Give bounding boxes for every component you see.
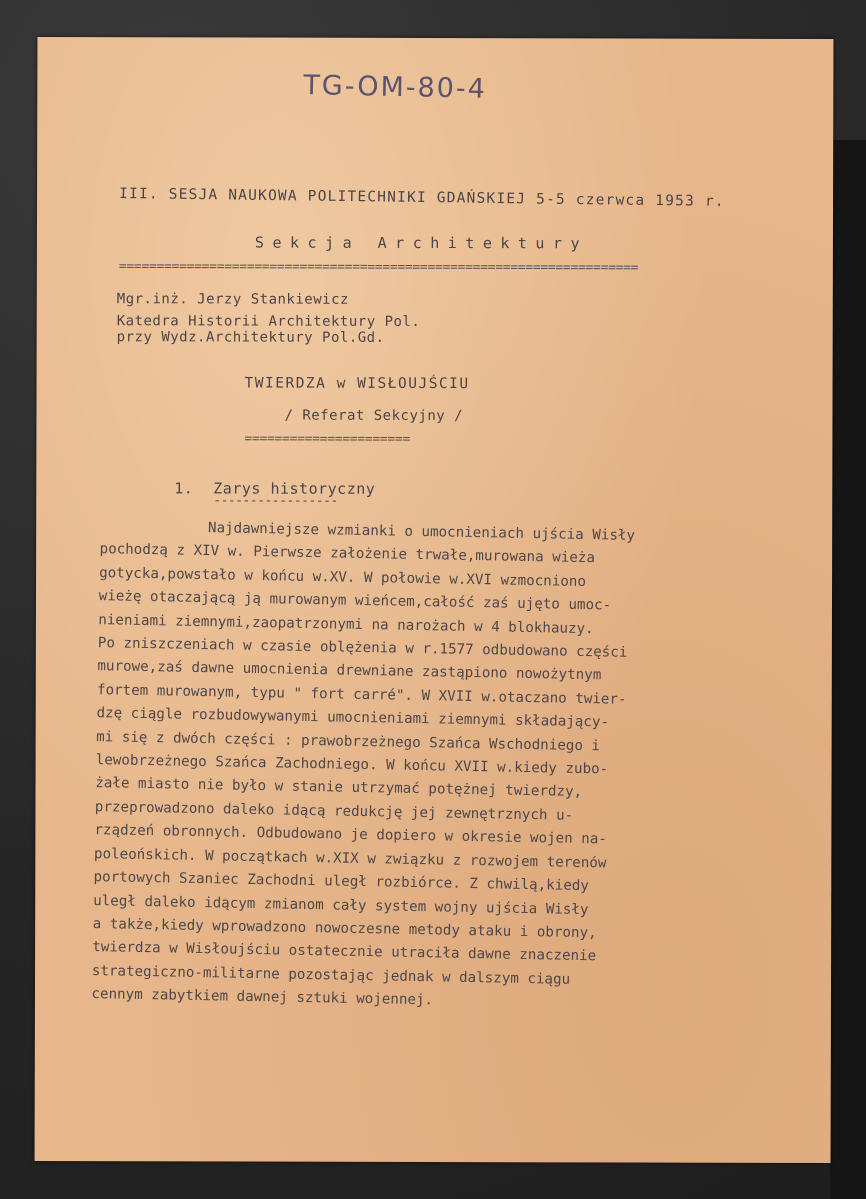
body-line: pochodzą z XIV w. Pierwsze założenie trwałe,murowana wieża (99, 541, 596, 567)
department-line-2: przy Wydz.Architektury Pol.Gd. (116, 329, 385, 346)
handwritten-code: TG-OM-80-4 (303, 70, 488, 105)
body-line: uległ daleko idącym zmianom cały system wojny ujścia Wisły (93, 892, 589, 918)
body-line: a także,kiedy wprowadzono nowoczesne metody ataku i obrony, (92, 915, 597, 942)
section-underline: ----------------- (213, 493, 338, 509)
author-name: Mgr.inż. Jerzy Stankiewicz (116, 291, 349, 308)
section-title: Zarys historyczny (213, 479, 376, 498)
body-line: dzę ciągle rozbudowywanymi umocnieniami ziemnymi składający- (96, 705, 610, 731)
body-line: fortem murowanym, typu " fort carré". W XVII w.otaczano twier- (96, 681, 627, 708)
section-number: 1. (174, 479, 194, 498)
body-line: żałe miasto nie było w stanie utrzymać potężnej twierdzy, (95, 775, 583, 801)
body-line: gotycka,powstało w końcu w.XV. W połowie w.XVI wzmocniono (99, 564, 587, 590)
body-line: strategiczno-militarne pozostając jednak w dalszym ciągu (91, 962, 571, 988)
document-page (35, 37, 834, 1163)
session-heading: III. SESJA NAUKOWA POLITECHNIKI GDAŃSKIEJ 5-5 czerwca 1953 r. (118, 186, 725, 210)
section-heading: Sekcja Architektury (254, 233, 589, 253)
body-line: cennym zabytkiem dawnej sztuki wojennej. (91, 986, 434, 1009)
double-rule-divider: ===================================================================== (118, 259, 639, 276)
body-line: mi się z dwóch części : prawobrzeżnego Szańca Wschodniego i (96, 728, 601, 754)
body-line: lewobrzeżnego Szańca Zachodniego. W końcu XVII w.kiedy zubo- (95, 752, 609, 778)
paper-subtitle: / Referat Sekcyjny / (284, 407, 464, 425)
body-line: nieniami ziemnymi,zaopatrzonymi na narożach w 4 blokhauzy. (98, 611, 594, 637)
body-line: Najdawniejsze wzmianki o umocnieniach ujścia Wisły (207, 520, 636, 544)
body-line: twierdza w Wisłoujściu ostatecznie utraciła dawne znaczenie (92, 939, 597, 965)
body-line: portowych Szaniec Zachodni uległ rozbiórce. Z chwilą,kiedy (93, 869, 590, 895)
body-paragraph (91, 515, 740, 1018)
body-line: wieżę otaczającą ją murowanym wieńcem,całość zaś ujęto umoc- (98, 588, 612, 614)
body-line: przeprowadzono daleko idącą redukcję jej zewnętrznych u- (94, 798, 574, 824)
department-line-1: Katedra Historii Architektury Pol. (116, 313, 421, 330)
title-divider: ====================== (244, 431, 411, 447)
paper-title: TWIERDZA w WISŁOUJŚCIU (244, 375, 470, 393)
body-line: rządzeń obronnych. Odbudowano je dopiero w okresie wojen na- (94, 822, 608, 848)
body-line: Po zniszczeniach w czasie oblężenia w r.1577 odbudowano części (97, 635, 628, 661)
body-line: murowe,zaś dawne umocnienia drewniane zastąpiono nowożytnym (97, 658, 602, 684)
scanner-edge-shadow (830, 140, 866, 1199)
body-line: poleońskich. W początkach w.XIX w związku z rozwojem terenów (93, 845, 607, 872)
